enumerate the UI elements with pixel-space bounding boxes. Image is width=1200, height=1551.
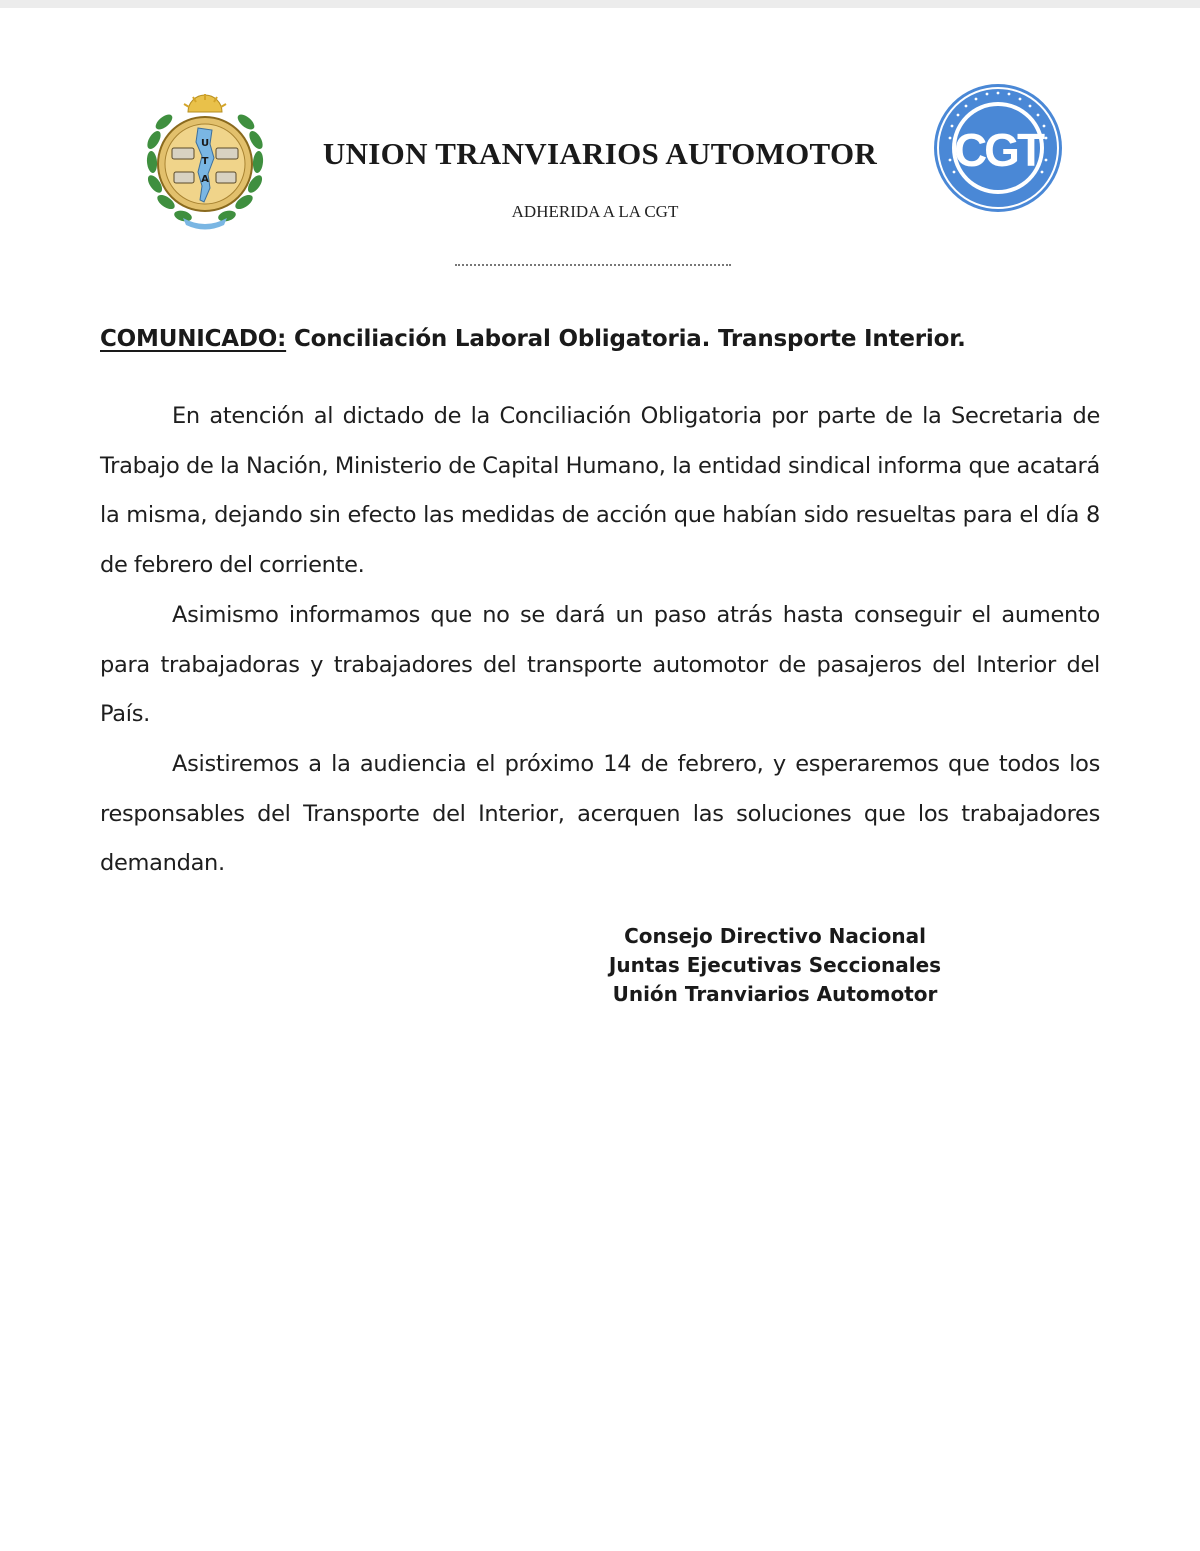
cgt-logo-text: CGT: [953, 124, 1043, 176]
communique-label: COMUNICADO:: [100, 326, 287, 352]
uta-letter: U: [200, 138, 210, 149]
uta-letter: T: [201, 156, 209, 167]
communique-title: Conciliación Laboral Obligatoria. Transporte Interior.: [293, 326, 966, 352]
organization-title: UNION TRANVIARIOS AUTOMOTOR: [322, 136, 878, 171]
sun-icon: [184, 94, 226, 112]
signature-line: Unión Tranviarios Automotor: [612, 982, 938, 1006]
signature-line: Juntas Ejecutivas Seccionales: [608, 953, 942, 977]
uta-logo: [138, 92, 272, 230]
body-paragraph: Asimismo informamos que no se dará un paso atrás hasta conseguir el aumento para trabajadoras y trabajadores del transporte automotor de pasajeros del Interior del País.: [100, 601, 1100, 728]
top-strip: [0, 0, 1200, 8]
communique-headline: [100, 326, 1100, 352]
body-paragraph: Asistiremos a la audiencia el próximo 14 de febrero, y esperaremos que todos los responsables del Transporte del Interior, acerquen las soluciones que los trabajadores demandan.: [100, 750, 1100, 877]
affiliation-subtitle: ADHERIDA A LA CGT: [511, 202, 679, 221]
signature-block: [575, 922, 975, 1009]
communique-body: [100, 392, 1100, 889]
signature-line: Consejo Directivo Nacional: [624, 924, 926, 948]
separator-line: [455, 264, 731, 266]
uta-letter: A: [201, 174, 209, 185]
cgt-logo: [930, 82, 1066, 214]
body-paragraph: En atención al dictado de la Conciliación Obligatoria por parte de la Secretaria de Trabajo de la Nación, Ministerio de Capital Humano, la entidad sindical informa que acatará la misma, dejando sin efecto las medidas de acción que habían sido resueltas para el día 8 de febrero del corriente.: [100, 403, 1100, 579]
